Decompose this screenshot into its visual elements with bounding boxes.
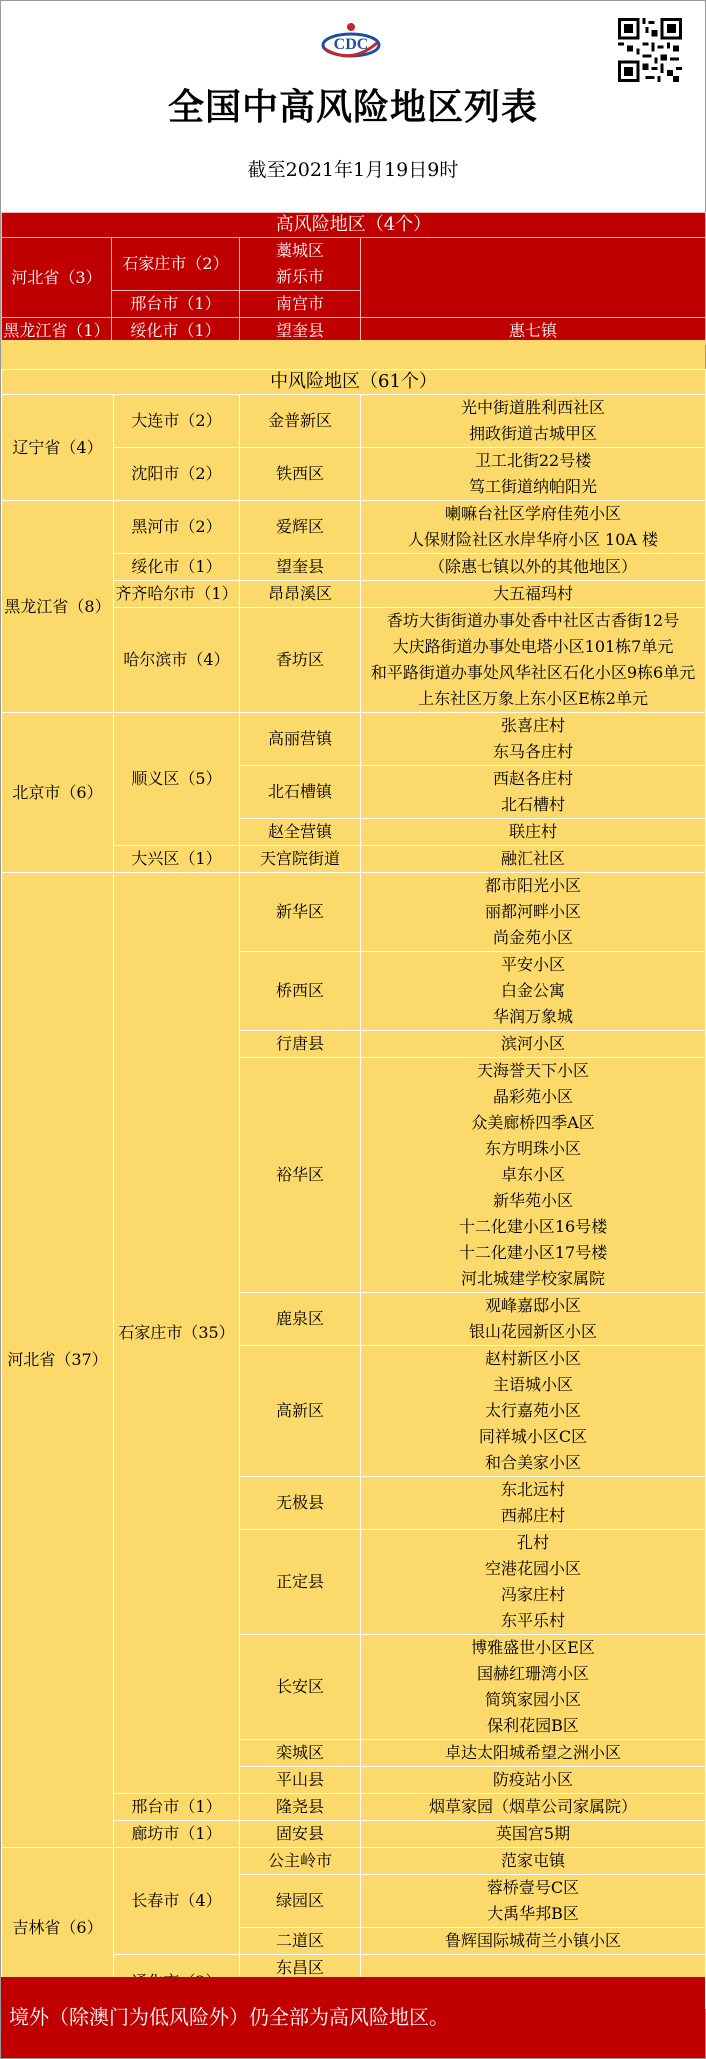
district-cell: 高新区 bbox=[240, 1346, 361, 1477]
district-cell: 赵全营镇 bbox=[240, 819, 361, 846]
place-name: 国赫红珊湾小区 bbox=[477, 1664, 590, 1683]
province-cell: 黑龙江省（1） bbox=[2, 318, 112, 345]
place-name: 香坊大街街道办事处香中社区古香街12号 bbox=[386, 611, 680, 630]
places-cell bbox=[361, 1821, 706, 1848]
place-name: 博雅盛世小区E区 bbox=[471, 1638, 595, 1657]
city-cell: 黑河市（2） bbox=[114, 501, 240, 554]
place-name: 东北远村 bbox=[501, 1480, 566, 1499]
place-name: 赵村新区小区 bbox=[485, 1349, 582, 1368]
district-cell: 隆尧县 bbox=[240, 1794, 361, 1821]
place-name: 蓉桥壹号C区 bbox=[486, 1878, 580, 1897]
table-row bbox=[2, 395, 706, 448]
district-cell: 长安区 bbox=[240, 1635, 361, 1740]
place-name: 烟草家园（烟草公司家属院） bbox=[429, 1797, 638, 1816]
svg-text:CDC: CDC bbox=[333, 36, 369, 53]
place-name: 丽都河畔小区 bbox=[485, 902, 582, 921]
places-cell bbox=[361, 608, 706, 713]
medium-risk-header: 中风险地区（61个） bbox=[2, 370, 706, 395]
places-cell bbox=[361, 1346, 706, 1477]
place-name: 孔村 bbox=[517, 1533, 550, 1552]
district-cell: 望奎县 bbox=[240, 554, 361, 581]
place-name: 藁城区 bbox=[275, 241, 324, 260]
place-name: 简筑家园小区 bbox=[485, 1690, 582, 1709]
place-name: 银山花园新区小区 bbox=[469, 1322, 598, 1341]
place-name: 鲁辉国际城荷兰小镇小区 bbox=[445, 1931, 622, 1950]
place-name: 尚金苑小区 bbox=[493, 928, 574, 947]
place-name: 十二化建小区16号楼 bbox=[458, 1217, 608, 1236]
city-cell: 绥化市（1） bbox=[112, 318, 240, 345]
place-name: 滨河小区 bbox=[501, 1034, 566, 1053]
places-cell bbox=[361, 581, 706, 608]
qr-code-icon bbox=[618, 18, 682, 82]
district-cell: 绿园区 bbox=[240, 1875, 361, 1928]
footer-note-text: 境外（除澳门为低风险外）仍全部为高风险地区。 bbox=[9, 2005, 449, 2029]
places-cell bbox=[361, 819, 706, 846]
city-cell: 长春市（4） bbox=[114, 1848, 240, 1955]
district-cell: 北石槽镇 bbox=[240, 766, 361, 819]
province-cell: 北京市（6） bbox=[2, 713, 114, 873]
city-cell: 邢台市（1） bbox=[112, 291, 240, 318]
place-name: 南宫市 bbox=[275, 294, 324, 313]
district-cell: 天宫院街道 bbox=[240, 846, 361, 873]
place-name: 大庆路街道办事处电塔小区101栋7单元 bbox=[392, 637, 674, 656]
district-cell: 爱辉区 bbox=[240, 501, 361, 554]
city-cell: 石家庄市（2） bbox=[112, 238, 240, 291]
place-name: 都市阳光小区 bbox=[485, 876, 582, 895]
medium-risk-table bbox=[1, 369, 706, 2009]
province-cell: 黑龙江省（8） bbox=[2, 501, 114, 713]
places-cell bbox=[361, 554, 706, 581]
district-cell bbox=[240, 238, 361, 291]
place-name: 保利花园B区 bbox=[487, 1716, 579, 1735]
place-name: 天海誉天下小区 bbox=[477, 1061, 590, 1080]
place-name: 太行嘉苑小区 bbox=[485, 1401, 582, 1420]
place-name: 人保财险社区水岸华府小区 10A 楼 bbox=[407, 530, 659, 549]
table-row bbox=[2, 501, 706, 554]
district-cell: 桥西区 bbox=[240, 952, 361, 1031]
place-name: （除惠七镇以外的其他地区） bbox=[429, 557, 638, 576]
places-cell bbox=[361, 1477, 706, 1530]
place-name: 卫工北街22号楼 bbox=[474, 451, 592, 470]
places-cell bbox=[361, 1767, 706, 1794]
district-cell: 裕华区 bbox=[240, 1058, 361, 1293]
district-cell: 无极县 bbox=[240, 1477, 361, 1530]
place-name: 西赵各庄村 bbox=[493, 769, 574, 788]
city-cell: 邢台市（1） bbox=[114, 1794, 240, 1821]
high-risk-table bbox=[1, 212, 706, 345]
places-cell bbox=[361, 1293, 706, 1346]
places-cell bbox=[361, 1928, 706, 1955]
city-cell: 廊坊市（1） bbox=[114, 1821, 240, 1848]
place-name: 东马各庄村 bbox=[493, 742, 574, 761]
district-cell: 金普新区 bbox=[240, 395, 361, 448]
place-name: 晶彩苑小区 bbox=[493, 1087, 574, 1106]
place-name: 防疫站小区 bbox=[493, 1770, 574, 1789]
place-name: 大禹华邦B区 bbox=[487, 1904, 579, 1923]
table-row bbox=[2, 873, 706, 952]
places-cell bbox=[361, 713, 706, 766]
footer-note bbox=[1, 1977, 705, 2058]
place-name: 同祥城小区C区 bbox=[478, 1427, 588, 1446]
district-cell bbox=[240, 291, 361, 318]
city-cell: 顺义区（5） bbox=[114, 713, 240, 846]
district-cell: 铁西区 bbox=[240, 448, 361, 501]
place-name: 大五福玛村 bbox=[493, 584, 574, 603]
place-name: 东方明珠小区 bbox=[485, 1139, 582, 1158]
place-name: 笃工街道纳帕阳光 bbox=[469, 477, 598, 496]
district-cell: 鹿泉区 bbox=[240, 1293, 361, 1346]
district-cell: 公主岭市 bbox=[240, 1848, 361, 1875]
province-cell: 辽宁省（4） bbox=[2, 395, 114, 501]
city-cell: 绥化市（1） bbox=[114, 554, 240, 581]
province-cell: 河北省（3） bbox=[2, 238, 112, 318]
place-name: 拥政街道古城甲区 bbox=[469, 424, 598, 443]
district-cell: 平山县 bbox=[240, 1767, 361, 1794]
place-name: 融汇社区 bbox=[501, 849, 566, 868]
place-name: 冯家庄村 bbox=[501, 1585, 566, 1604]
place-name: 范家屯镇 bbox=[501, 1851, 566, 1870]
section-gap bbox=[1, 340, 705, 369]
city-cell: 哈尔滨市（4） bbox=[114, 608, 240, 713]
places-cell bbox=[361, 766, 706, 819]
place-cell bbox=[361, 238, 706, 318]
place-name: 新乐市 bbox=[275, 267, 324, 286]
place-name: 华润万象城 bbox=[493, 1007, 574, 1026]
place-cell: 惠七镇 bbox=[361, 318, 706, 345]
place-name: 北石槽村 bbox=[501, 795, 566, 814]
places-cell bbox=[361, 395, 706, 448]
place-name: 卓达太阳城希望之洲小区 bbox=[445, 1743, 622, 1762]
places-cell bbox=[361, 1740, 706, 1767]
place-name: 上东社区万象上东小区E栋2单元 bbox=[418, 689, 648, 708]
cdc-logo-icon bbox=[319, 21, 383, 63]
places-cell bbox=[361, 1848, 706, 1875]
place-name: 新华苑小区 bbox=[493, 1191, 574, 1210]
places-cell bbox=[361, 501, 706, 554]
city-cell: 沈阳市（2） bbox=[114, 448, 240, 501]
page-title: 全国中高风险地区列表 bbox=[167, 86, 538, 128]
place-name: 众美廊桥四季A区 bbox=[471, 1113, 595, 1132]
places-cell bbox=[361, 1875, 706, 1928]
city-cell: 大兴区（1） bbox=[114, 846, 240, 873]
table-row bbox=[2, 1848, 706, 1875]
place-name: 卓东小区 bbox=[501, 1165, 566, 1184]
table-row bbox=[2, 713, 706, 766]
place-name: 主语城小区 bbox=[493, 1375, 574, 1394]
province-cell: 河北省（37） bbox=[2, 873, 114, 1848]
district-cell: 固安县 bbox=[240, 1821, 361, 1848]
places-cell bbox=[361, 1794, 706, 1821]
place-name: 光中街道胜利西社区 bbox=[461, 398, 606, 417]
place-name: 西郝庄村 bbox=[501, 1506, 566, 1525]
district-cell: 行唐县 bbox=[240, 1031, 361, 1058]
place-name: 观峰嘉邸小区 bbox=[485, 1296, 582, 1315]
city-cell: 石家庄市（35） bbox=[114, 873, 240, 1794]
place-name: 喇嘛台社区学府佳苑小区 bbox=[445, 504, 622, 523]
place-name: 联庄村 bbox=[509, 822, 558, 841]
place-name: 白金公寓 bbox=[501, 981, 566, 1000]
district-cell: 栾城区 bbox=[240, 1740, 361, 1767]
high-risk-header: 高风险地区（4个） bbox=[2, 213, 706, 238]
province-cell: 吉林省（6） bbox=[2, 1848, 114, 2009]
district-cell: 东昌区 bbox=[240, 1955, 361, 1982]
city-cell: 齐齐哈尔市（1） bbox=[114, 581, 240, 608]
places-cell bbox=[361, 1635, 706, 1740]
place-name: 望奎县 bbox=[275, 321, 324, 340]
places-cell bbox=[361, 448, 706, 501]
places-cell bbox=[361, 1058, 706, 1293]
place-name: 英国宫5期 bbox=[495, 1824, 571, 1843]
district-cell: 昂昂溪区 bbox=[240, 581, 361, 608]
place-name: 和合美家小区 bbox=[485, 1453, 582, 1472]
places-cell bbox=[361, 952, 706, 1031]
place-name: 和平路街道办事处风华社区石化小区9栋6单元 bbox=[370, 663, 696, 682]
city-cell: 大连市（2） bbox=[114, 395, 240, 448]
place-name: 十二化建小区17号楼 bbox=[458, 1243, 608, 1262]
places-cell bbox=[361, 846, 706, 873]
places-cell bbox=[361, 873, 706, 952]
place-name: 空港花园小区 bbox=[485, 1559, 582, 1578]
places-cell bbox=[361, 1530, 706, 1635]
places-cell bbox=[361, 1031, 706, 1058]
district-cell: 二道区 bbox=[240, 1928, 361, 1955]
place-name: 河北城建学校家属院 bbox=[461, 1269, 606, 1288]
as-of-date: 截至2021年1月19日9时 bbox=[247, 159, 459, 181]
district-cell: 新华区 bbox=[240, 873, 361, 952]
place-name: 平安小区 bbox=[501, 955, 566, 974]
place-name: 东平乐村 bbox=[501, 1611, 566, 1630]
district-cell: 高丽营镇 bbox=[240, 713, 361, 766]
place-name: 张喜庄村 bbox=[501, 716, 566, 735]
district-cell: 香坊区 bbox=[240, 608, 361, 713]
district-cell: 正定县 bbox=[240, 1530, 361, 1635]
